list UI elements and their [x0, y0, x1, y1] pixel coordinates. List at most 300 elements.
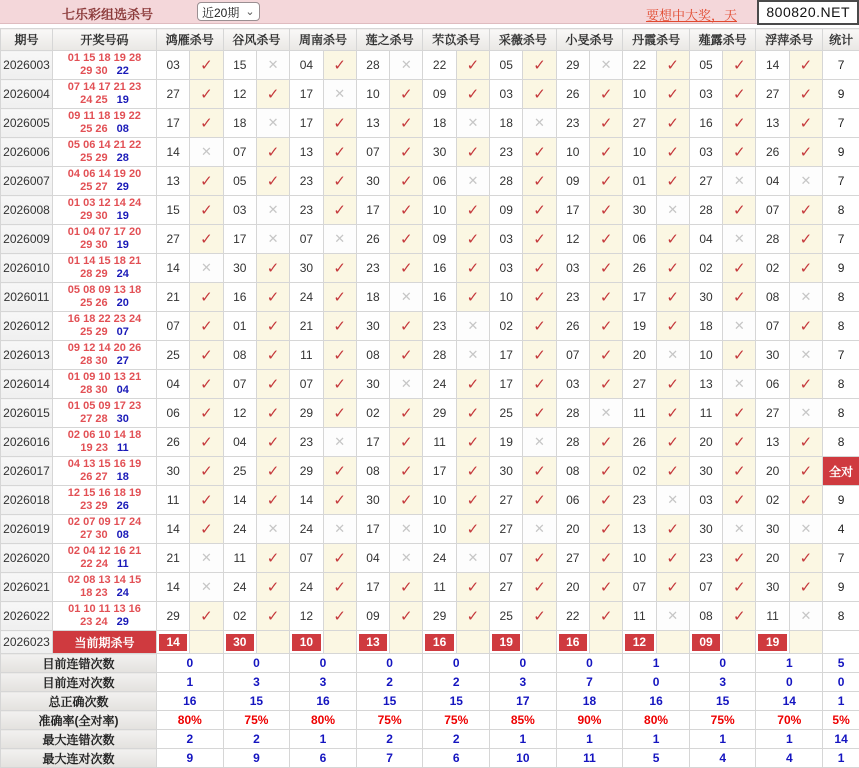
- summary-value-cell: 2: [157, 730, 224, 749]
- kill-number-cell: 10: [623, 138, 656, 167]
- kill-mark-cell: [523, 544, 556, 573]
- draw-red-line2: 29 30: [80, 65, 108, 77]
- kill-mark-cell: [789, 196, 822, 225]
- check-icon: ✓: [333, 144, 346, 161]
- draw-numbers-cell: [53, 225, 157, 254]
- summary-value-cell: 0: [623, 673, 690, 692]
- current-kill-number-cell: [356, 631, 389, 654]
- check-icon: ✓: [200, 492, 213, 509]
- summary-value-cell: 6: [290, 749, 357, 768]
- kill-number-cell: 18: [356, 283, 389, 312]
- check-icon: ✓: [200, 289, 213, 306]
- cross-icon: ✕: [201, 260, 212, 275]
- column-header: 薤露杀号: [689, 29, 756, 51]
- check-icon: ✓: [333, 405, 346, 422]
- kill-mark-cell: [789, 167, 822, 196]
- stat-cell: 8: [823, 196, 859, 225]
- kill-number-cell: 04: [756, 167, 789, 196]
- check-icon: ✓: [533, 463, 546, 480]
- summary-stat-cell: 0: [823, 673, 859, 692]
- check-icon: ✓: [800, 115, 813, 132]
- kill-mark-cell: [256, 167, 289, 196]
- check-icon: ✓: [333, 202, 346, 219]
- kill-number-cell: 05: [689, 51, 722, 80]
- check-icon: ✓: [400, 260, 413, 277]
- summary-row: [1, 692, 859, 711]
- check-icon: ✓: [267, 260, 280, 277]
- summary-value-cell: 3: [689, 673, 756, 692]
- cross-icon: ✕: [534, 115, 545, 130]
- kill-mark-cell: [589, 602, 622, 631]
- kill-number-cell: 17: [356, 196, 389, 225]
- draw-red-line1: 02 07 09 17 24: [53, 516, 156, 529]
- kill-mark-cell: [323, 457, 356, 486]
- kill-mark-cell: [256, 80, 289, 109]
- kill-number-cell: 20: [623, 341, 656, 370]
- kill-mark-cell: [456, 399, 489, 428]
- stat-cell: 7: [823, 341, 859, 370]
- period-cell: 2026009: [1, 225, 53, 254]
- promo-link[interactable]: 要想中大奖，天: [646, 5, 737, 24]
- check-icon: ✓: [200, 202, 213, 219]
- check-icon: ✓: [666, 521, 679, 538]
- check-icon: ✓: [333, 376, 346, 393]
- check-icon: ✓: [200, 231, 213, 248]
- check-icon: ✓: [400, 608, 413, 625]
- draw-red-line1: 01 04 07 17 20: [53, 226, 156, 239]
- check-icon: ✓: [467, 231, 480, 248]
- check-icon: ✓: [333, 608, 346, 625]
- kill-mark-cell: [190, 399, 223, 428]
- kill-number-cell: 10: [423, 515, 456, 544]
- kill-number-cell: 29: [423, 602, 456, 631]
- check-icon: ✓: [733, 405, 746, 422]
- table-row: [1, 428, 859, 457]
- kill-number-badge: 16: [559, 634, 587, 651]
- cross-icon: ✕: [667, 608, 678, 623]
- kill-mark-cell: [256, 370, 289, 399]
- kill-number-cell: 23: [290, 428, 323, 457]
- check-icon: ✓: [733, 144, 746, 161]
- kill-number-badge: 14: [159, 634, 187, 651]
- draw-numbers-cell: [53, 109, 157, 138]
- column-header: 小旻杀号: [556, 29, 623, 51]
- summary-value-cell: 0: [556, 654, 623, 673]
- check-icon: ✓: [333, 289, 346, 306]
- check-icon: ✓: [600, 115, 613, 132]
- check-icon: ✓: [400, 144, 413, 161]
- kill-number-cell: 12: [223, 80, 256, 109]
- current-kill-number-cell: [756, 631, 789, 654]
- cross-icon: ✕: [467, 115, 478, 130]
- kill-number-cell: 22: [423, 51, 456, 80]
- kill-number-cell: 11: [756, 602, 789, 631]
- check-icon: ✓: [533, 260, 546, 277]
- kill-mark-cell: [190, 573, 223, 602]
- kill-mark-cell: [456, 51, 489, 80]
- kill-number-cell: 18: [423, 109, 456, 138]
- kill-mark-cell: [456, 80, 489, 109]
- draw-red-line1: 02 06 10 14 18: [53, 429, 156, 442]
- kill-number-cell: 28: [423, 341, 456, 370]
- kill-number-cell: 18: [689, 312, 722, 341]
- kill-number-badge: 12: [625, 634, 653, 651]
- check-icon: ✓: [267, 347, 280, 364]
- kill-mark-cell: [723, 167, 756, 196]
- kill-mark-cell: [390, 428, 423, 457]
- kill-mark-cell: [656, 312, 689, 341]
- draw-red-line1: 12 15 16 18 19: [53, 487, 156, 500]
- kill-mark-cell: [656, 109, 689, 138]
- chevron-down-icon: ⌄: [245, 8, 254, 16]
- check-icon: ✓: [800, 57, 813, 74]
- draw-red-line1: 04 06 14 19 20: [53, 168, 156, 181]
- cross-icon: ✕: [601, 405, 612, 420]
- kill-mark-cell: [256, 341, 289, 370]
- kill-mark-cell: [723, 370, 756, 399]
- check-icon: ✓: [267, 86, 280, 103]
- check-icon: ✓: [200, 463, 213, 480]
- check-icon: ✓: [733, 289, 746, 306]
- draw-special-number: 19: [117, 94, 129, 106]
- check-icon: ✓: [666, 579, 679, 596]
- kill-mark-cell: [656, 167, 689, 196]
- cross-icon: ✕: [334, 231, 345, 246]
- kill-mark-cell: [589, 225, 622, 254]
- current-kill-mark-cell: [190, 631, 223, 654]
- stat-cell-all-hit: 全对: [823, 457, 859, 486]
- summary-value-cell: 1: [623, 654, 690, 673]
- kill-number-cell: 20: [556, 515, 589, 544]
- kill-number-cell: 28: [556, 428, 589, 457]
- summary-value-cell: 75%: [689, 711, 756, 730]
- kill-number-cell: 29: [556, 51, 589, 80]
- kill-mark-cell: [323, 254, 356, 283]
- kill-mark-cell: [456, 138, 489, 167]
- period-range-value: 近20期: [202, 4, 239, 21]
- kill-mark-cell: [589, 457, 622, 486]
- kill-mark-cell: [656, 283, 689, 312]
- summary-value-cell: 18: [556, 692, 623, 711]
- kill-number-cell: 30: [157, 457, 190, 486]
- table-row: [1, 196, 859, 225]
- check-icon: ✓: [267, 579, 280, 596]
- check-icon: ✓: [666, 86, 679, 103]
- check-icon: ✓: [467, 521, 480, 538]
- draw-red-line1: 02 08 13 14 15: [53, 574, 156, 587]
- summary-value-cell: 2: [423, 730, 490, 749]
- kill-mark-cell: [390, 254, 423, 283]
- kill-mark-cell: [456, 544, 489, 573]
- kill-number-cell: 08: [556, 457, 589, 486]
- check-icon: ✓: [533, 347, 546, 364]
- kill-number-cell: 03: [689, 80, 722, 109]
- kill-mark-cell: [456, 428, 489, 457]
- check-icon: ✓: [666, 550, 679, 567]
- kill-mark-cell: [456, 254, 489, 283]
- table-row: [1, 457, 859, 486]
- stat-cell: 7: [823, 544, 859, 573]
- kill-number-cell: 08: [356, 457, 389, 486]
- cross-icon: ✕: [800, 521, 811, 536]
- kill-number-cell: 30: [756, 515, 789, 544]
- kill-mark-cell: [656, 225, 689, 254]
- kill-mark-cell: [656, 51, 689, 80]
- cross-icon: ✕: [268, 115, 279, 130]
- kill-mark-cell: [523, 399, 556, 428]
- kill-mark-cell: [390, 573, 423, 602]
- current-kill-mark-cell: [589, 631, 622, 654]
- check-icon: ✓: [733, 492, 746, 509]
- cross-icon: ✕: [467, 347, 478, 362]
- check-icon: ✓: [467, 289, 480, 306]
- kill-number-cell: 24: [290, 515, 323, 544]
- summary-label: 最大连对次数: [1, 749, 157, 768]
- current-period-row: [1, 631, 859, 654]
- cross-icon: ✕: [800, 347, 811, 362]
- kill-mark-cell: [256, 544, 289, 573]
- kill-number-cell: 27: [756, 80, 789, 109]
- table-row: [1, 341, 859, 370]
- draw-red-line2: 29 30: [80, 239, 108, 251]
- check-icon: ✓: [600, 318, 613, 335]
- kill-number-cell: 03: [490, 80, 523, 109]
- draw-numbers-cell: [53, 515, 157, 544]
- check-icon: ✓: [600, 492, 613, 509]
- check-icon: ✓: [400, 231, 413, 248]
- page-title: 七乐彩组选杀号: [62, 4, 153, 23]
- period-cell: 2026018: [1, 486, 53, 515]
- period-cell: 2026013: [1, 341, 53, 370]
- kill-mark-cell: [523, 486, 556, 515]
- kill-number-cell: 12: [556, 225, 589, 254]
- summary-value-cell: 1: [756, 730, 823, 749]
- kill-mark-cell: [323, 486, 356, 515]
- check-icon: ✓: [733, 347, 746, 364]
- draw-red-line2: 25 27: [80, 181, 108, 193]
- column-header: 周南杀号: [290, 29, 357, 51]
- kill-mark-cell: [656, 544, 689, 573]
- ad-overlay-link[interactable]: 800820.NET: [757, 0, 859, 25]
- kill-number-cell: 14: [290, 486, 323, 515]
- kill-number-cell: 26: [623, 254, 656, 283]
- draw-red-line1: 01 03 12 14 24: [53, 197, 156, 210]
- kill-mark-cell: [456, 515, 489, 544]
- kill-mark-cell: [789, 254, 822, 283]
- summary-value-cell: 7: [356, 749, 423, 768]
- kill-number-cell: 27: [490, 515, 523, 544]
- table-row: [1, 573, 859, 602]
- current-kill-number-cell: [223, 631, 256, 654]
- summary-value-cell: 80%: [623, 711, 690, 730]
- draw-numbers-cell: [53, 573, 157, 602]
- kill-number-cell: 16: [223, 283, 256, 312]
- kill-number-cell: 10: [556, 138, 589, 167]
- kill-number-cell: 03: [223, 196, 256, 225]
- cross-icon: ✕: [401, 57, 412, 72]
- summary-value-cell: 1: [623, 730, 690, 749]
- kill-number-cell: 23: [290, 167, 323, 196]
- kill-mark-cell: [789, 602, 822, 631]
- kill-mark-cell: [190, 254, 223, 283]
- kill-number-cell: 13: [756, 109, 789, 138]
- column-header: 采薇杀号: [490, 29, 557, 51]
- check-icon: ✓: [533, 289, 546, 306]
- kill-mark-cell: [390, 486, 423, 515]
- kill-mark-cell: [589, 370, 622, 399]
- period-range-select[interactable]: [197, 2, 260, 21]
- kill-number-badge: 09: [692, 634, 720, 651]
- cross-icon: ✕: [334, 86, 345, 101]
- table-row: [1, 225, 859, 254]
- kill-mark-cell: [789, 225, 822, 254]
- kill-number-cell: 02: [623, 457, 656, 486]
- kill-mark-cell: [723, 196, 756, 225]
- cross-icon: ✕: [401, 289, 412, 304]
- kill-mark-cell: [190, 312, 223, 341]
- kill-number-badge: 30: [226, 634, 254, 651]
- check-icon: ✓: [800, 202, 813, 219]
- kill-mark-cell: [589, 196, 622, 225]
- check-icon: ✓: [733, 579, 746, 596]
- kill-number-cell: 27: [623, 109, 656, 138]
- kill-mark-cell: [456, 312, 489, 341]
- kill-number-cell: 26: [756, 138, 789, 167]
- kill-number-cell: 30: [356, 312, 389, 341]
- summary-row: [1, 749, 859, 768]
- check-icon: ✓: [600, 521, 613, 538]
- kill-mark-cell: [656, 80, 689, 109]
- kill-number-cell: 21: [290, 312, 323, 341]
- period-cell: 2026022: [1, 602, 53, 631]
- kill-mark-cell: [390, 225, 423, 254]
- check-icon: ✓: [200, 318, 213, 335]
- table-row: [1, 602, 859, 631]
- kill-number-cell: 07: [356, 138, 389, 167]
- current-kill-mark-cell: [656, 631, 689, 654]
- check-icon: ✓: [533, 376, 546, 393]
- stat-cell: 8: [823, 312, 859, 341]
- kill-mark-cell: [589, 544, 622, 573]
- check-icon: ✓: [666, 260, 679, 277]
- stat-cell: 4: [823, 515, 859, 544]
- kill-number-cell: 17: [356, 573, 389, 602]
- check-icon: ✓: [200, 521, 213, 538]
- kill-mark-cell: [723, 138, 756, 167]
- kill-number-cell: 29: [157, 602, 190, 631]
- cross-icon: ✕: [401, 376, 412, 391]
- kill-number-cell: 26: [356, 225, 389, 254]
- cross-icon: ✕: [201, 579, 212, 594]
- summary-value-cell: 85%: [490, 711, 557, 730]
- kill-mark-cell: [323, 515, 356, 544]
- check-icon: ✓: [467, 608, 480, 625]
- summary-value-cell: 1: [157, 673, 224, 692]
- check-icon: ✓: [533, 231, 546, 248]
- kill-mark-cell: [390, 196, 423, 225]
- kill-mark-cell: [589, 254, 622, 283]
- kill-mark-cell: [323, 167, 356, 196]
- kill-mark-cell: [256, 51, 289, 80]
- kill-number-cell: 23: [490, 138, 523, 167]
- check-icon: ✓: [600, 231, 613, 248]
- kill-number-cell: 26: [623, 428, 656, 457]
- kill-mark-cell: [523, 109, 556, 138]
- kill-number-cell: 13: [290, 138, 323, 167]
- kill-number-cell: 17: [223, 225, 256, 254]
- kill-number-cell: 15: [157, 196, 190, 225]
- kill-number-cell: 10: [423, 486, 456, 515]
- kill-mark-cell: [190, 544, 223, 573]
- draw-red-line2: 25 29: [80, 326, 108, 338]
- kill-mark-cell: [589, 341, 622, 370]
- current-kill-label: 当前期杀号: [53, 631, 157, 654]
- check-icon: ✓: [267, 405, 280, 422]
- table-row: [1, 167, 859, 196]
- kill-mark-cell: [523, 167, 556, 196]
- check-icon: ✓: [400, 579, 413, 596]
- current-kill-number-cell: [423, 631, 456, 654]
- check-icon: ✓: [533, 144, 546, 161]
- kill-mark-cell: [523, 51, 556, 80]
- kill-number-cell: 29: [290, 399, 323, 428]
- check-icon: ✓: [600, 144, 613, 161]
- check-icon: ✓: [533, 202, 546, 219]
- check-icon: ✓: [533, 579, 546, 596]
- kill-mark-cell: [723, 573, 756, 602]
- check-icon: ✓: [333, 115, 346, 132]
- kill-number-cell: 17: [290, 109, 323, 138]
- period-cell: 2026016: [1, 428, 53, 457]
- kill-number-cell: 13: [157, 167, 190, 196]
- period-cell: 2026017: [1, 457, 53, 486]
- kill-mark-cell: [523, 138, 556, 167]
- kill-number-cell: 25: [157, 341, 190, 370]
- kill-mark-cell: [523, 80, 556, 109]
- cross-icon: ✕: [667, 202, 678, 217]
- kill-mark-cell: [256, 515, 289, 544]
- draw-red-line2: 25 26: [80, 123, 108, 135]
- kill-mark-cell: [723, 341, 756, 370]
- draw-numbers-cell: [53, 196, 157, 225]
- kill-mark-cell: [589, 312, 622, 341]
- summary-value-cell: 5: [623, 749, 690, 768]
- kill-mark-cell: [323, 283, 356, 312]
- kill-number-cell: 11: [423, 428, 456, 457]
- summary-value-cell: 7: [556, 673, 623, 692]
- check-icon: ✓: [400, 405, 413, 422]
- summary-value-cell: 1: [556, 730, 623, 749]
- kill-mark-cell: [723, 602, 756, 631]
- kill-number-cell: 17: [356, 515, 389, 544]
- kill-mark-cell: [390, 370, 423, 399]
- summary-value-cell: 2: [356, 673, 423, 692]
- draw-red-line1: 05 08 09 13 18: [53, 284, 156, 297]
- column-header: 谷风杀号: [223, 29, 290, 51]
- cross-icon: ✕: [667, 347, 678, 362]
- kill-number-cell: 07: [756, 312, 789, 341]
- kill-number-cell: 07: [756, 196, 789, 225]
- check-icon: ✓: [200, 347, 213, 364]
- kill-number-cell: 11: [157, 486, 190, 515]
- summary-value-cell: 16: [157, 692, 224, 711]
- kill-mark-cell: [723, 486, 756, 515]
- period-cell: 2026004: [1, 80, 53, 109]
- kill-mark-cell: [390, 602, 423, 631]
- check-icon: ✓: [267, 463, 280, 480]
- table-row: [1, 544, 859, 573]
- kill-number-cell: 04: [689, 225, 722, 254]
